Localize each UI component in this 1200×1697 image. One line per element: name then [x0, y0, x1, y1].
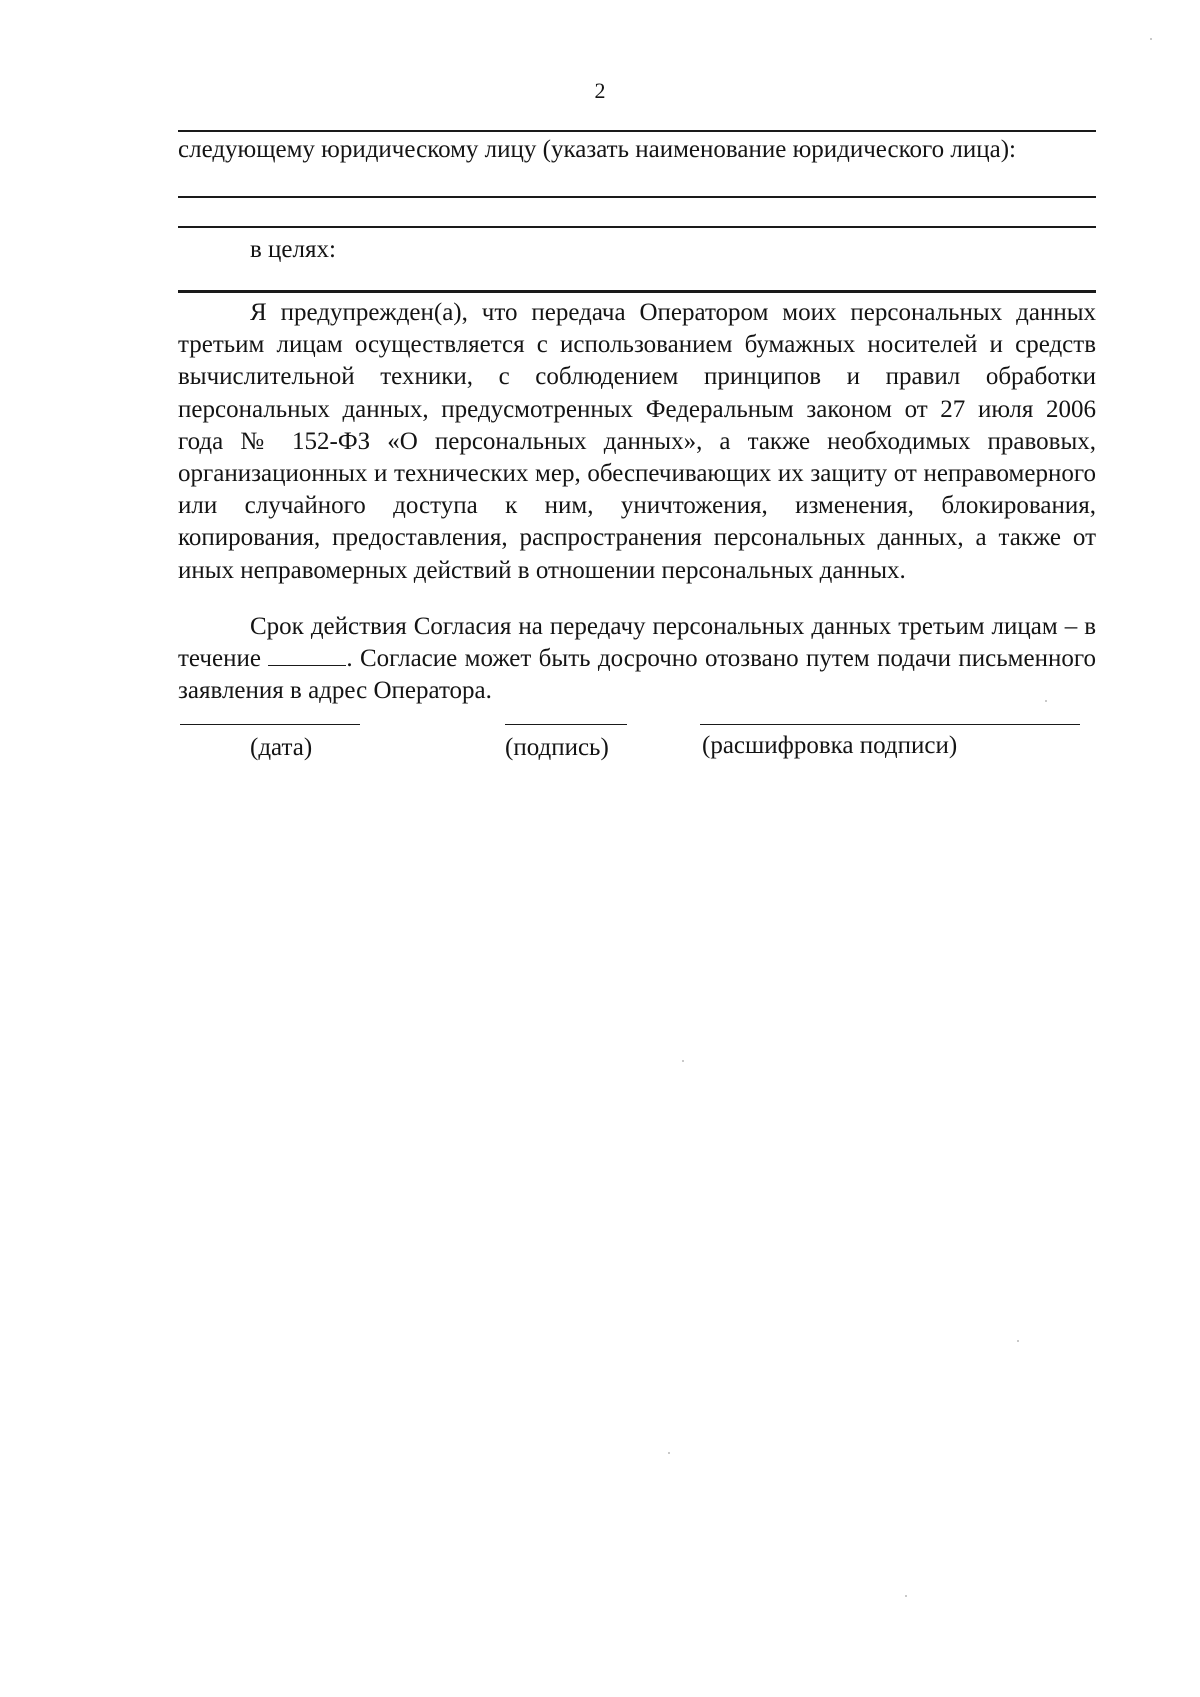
scan-speck	[668, 1452, 670, 1454]
date-caption: (дата)	[250, 734, 313, 761]
top-rule	[178, 130, 1096, 132]
sign-line	[505, 724, 627, 725]
term-duration-blank	[268, 643, 346, 666]
warning-paragraph: Я предупрежден(а), что передача Оператором моих персональных данных третьим лицам осуществляется с использованием бумажных носителей и средств вычислительной техники, с соблюдением принципов и правил обработки персональных данных, предусмотренных Федеральным законом от 27 июля 2006 года № 152-ФЗ «О персональных данных», а также необходимых правовых, организационных и технических мер, обеспечивающих их защиту от неправомерного или случайного доступа к ним, уничтожения, изменения, блокирования, копирования, предоставления, распространения персональных данных, а также от иных неправомерных действий в отношении персональных данных.	[178, 299, 1096, 584]
date-line	[180, 724, 360, 725]
scan-speck	[1150, 38, 1152, 40]
term-text-before: Срок действия Согласия на передачу персональных данных третьим лицам – в течение	[178, 613, 1096, 673]
scan-speck	[1017, 1340, 1019, 1342]
term-text-after: . Согласие может быть досрочно отозвано путем подачи письменного заявления в адрес Оператора.	[178, 645, 1096, 705]
signature-sign-field	[505, 724, 627, 784]
legal-entity-blank-line-2	[178, 226, 1096, 228]
term-paragraph	[178, 611, 1096, 708]
scan-speck	[682, 1060, 684, 1062]
name-caption: (расшифровка подписи)	[702, 732, 958, 759]
page-number: 2	[594, 78, 606, 103]
legal-entity-blank-line	[178, 196, 1096, 198]
scan-speck	[1045, 700, 1047, 702]
signature-date-field	[180, 724, 360, 784]
legal-entity-label: следующему юридическому лицу (указать наименование юридического лица):	[178, 136, 1016, 163]
sign-caption: (подпись)	[505, 734, 609, 761]
name-line	[700, 724, 1080, 725]
purpose-blank-line	[178, 290, 1096, 293]
purpose-label: в целях:	[250, 236, 336, 263]
scan-speck	[905, 1595, 907, 1597]
signature-name-field	[700, 724, 1080, 784]
